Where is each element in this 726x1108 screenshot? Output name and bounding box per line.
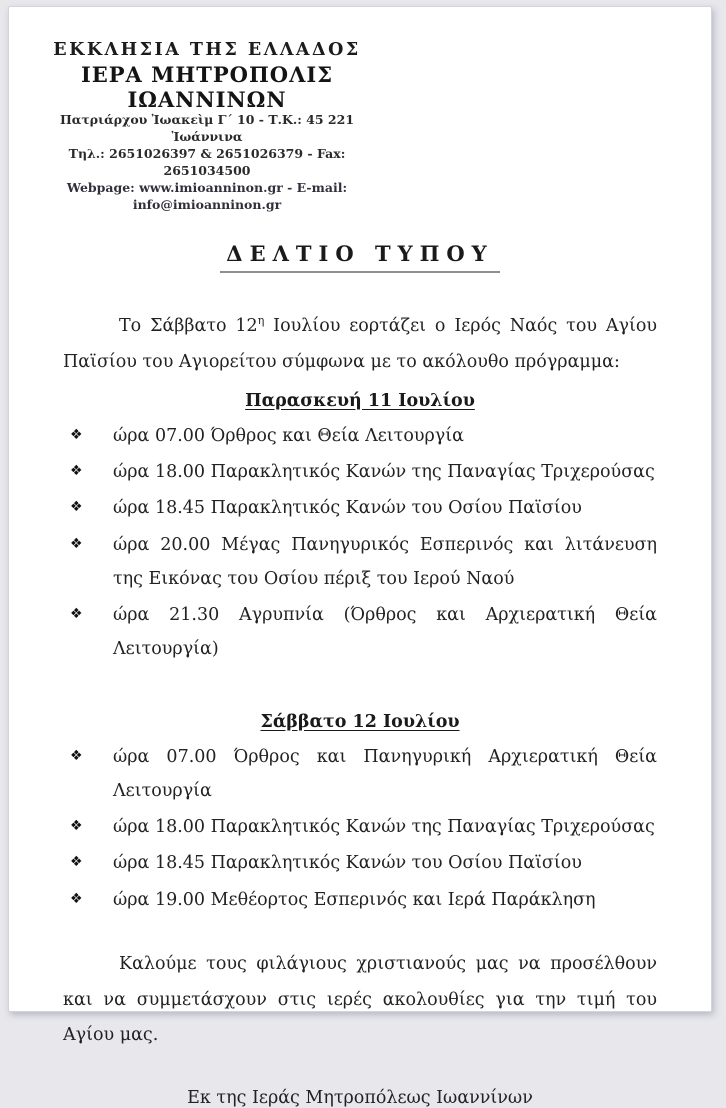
schedule-item-text: ώρα 18.45 Παρακλητικός Κανών του Οσίου Παϊσίου [113,498,582,519]
schedule-item-text: ώρα 19.00 Μεθέορτος Εσπερινός και Ιερά Παράκληση [113,889,596,910]
schedule-item-text: ώρα 18.00 Παρακλητικός Κανών της Παναγίας Τριχερούσας [113,817,655,838]
section-heading-saturday: Σάββατο 12 Ιουλίου [260,712,460,732]
section-friday [63,391,657,666]
intro-paragraph [63,309,657,381]
section-saturday [63,712,657,917]
schedule-item [63,419,657,453]
schedule-item [63,883,657,917]
letterhead-metropolis-line: ΙΕΡΑ ΜΗΤΡΟΠΟΛΙΣ ΙΩΑΝΝΙΝΩΝ [80,61,334,112]
schedule-item [63,528,657,596]
closing-paragraph: Καλούμε τους φιλάγιους χριστιανούς μας να προσέλθουν και να συμμετάσχουν στις ιερές ακολουθίες για την τιμή του Αγίου μας. [63,953,657,1046]
letterhead [33,39,381,213]
schedule-item-text: ώρα 07.00 Όρθρος και Πανηγυρική Αρχιερατική Θεία Λειτουργία [113,747,657,802]
diamond-bullet-icon: ❖ [70,463,83,480]
intro-part2: Ιουλίου εορτάζει ο Ιερός Ναός του Αγίου Παϊσίου του Αγιορείτου σύμφωνα με το ακόλουθο πρόγραμμα: [63,316,657,373]
schedule-item [63,846,657,880]
diamond-bullet-icon: ❖ [70,427,83,444]
schedule-item [63,455,657,489]
diamond-bullet-icon: ❖ [70,818,83,835]
letterhead-church-line: ΕΚΚΛΗΣΙΑ ΤΗΣ ΕΛΛΑΔΟΣ [53,40,361,60]
schedule-item-text: ώρα 07.00 Όρθρος και Θεία Λειτουργία [113,426,464,447]
schedule-item-text: ώρα 18.00 Παρακλητικός Κανών της Παναγίας Τριχερούσας [113,462,655,483]
document-page [8,6,712,1108]
signature-line: Εκ της Ιεράς Μητροπόλεως Ιωαννίνων [187,1088,533,1108]
diamond-bullet-icon: ❖ [70,748,83,764]
diamond-bullet-icon: ❖ [70,499,83,516]
letterhead-web-email-line: Webpage: www.imioanninon.gr - E-mail: info@imioanninon.gr [66,179,348,212]
schedule-item [63,810,657,844]
intro-part1: Το Σάββατο 12 [119,316,258,337]
intro-superscript: η [257,314,265,328]
schedule-item [63,740,657,808]
schedule-list-friday [63,419,657,666]
schedule-item-text: ώρα 21.30 Αγρυπνία (Όρθρος και Αρχιερατική Θεία Λειτουργία) [113,604,657,659]
schedule-item [63,491,657,525]
schedule-item-text: ώρα 20.00 Μέγας Πανηγυρικός Εσπερινός και λιτάνευση της Εικόνας του Οσίου πέριξ του Ιερού Ναού [113,534,657,589]
diamond-bullet-icon: ❖ [70,890,83,907]
schedule-item [63,598,657,666]
diamond-bullet-icon: ❖ [70,535,83,552]
letterhead-phone-fax-line: Τηλ.: 2651026397 & 2651026379 - Fax: 2651034500 [68,145,346,178]
letterhead-address-line: Πατριάρχου Ἰωακεὶμ Γ΄ 10 - Τ.Κ.: 45 221 Ἰωάννινα [59,112,355,144]
diamond-bullet-icon: ❖ [70,854,83,871]
press-release-title [63,241,657,273]
schedule-list-saturday [63,740,657,917]
diamond-bullet-icon: ❖ [70,605,83,622]
section-heading-friday: Παρασκευή 11 Ιουλίου [245,391,475,412]
press-release-title-text: ΔΕΛΤΙΟ ΤΥΠΟΥ [220,241,499,273]
schedule-item-text: ώρα 18.45 Παρακλητικός Κανών του Οσίου Παϊσίου [113,853,582,874]
